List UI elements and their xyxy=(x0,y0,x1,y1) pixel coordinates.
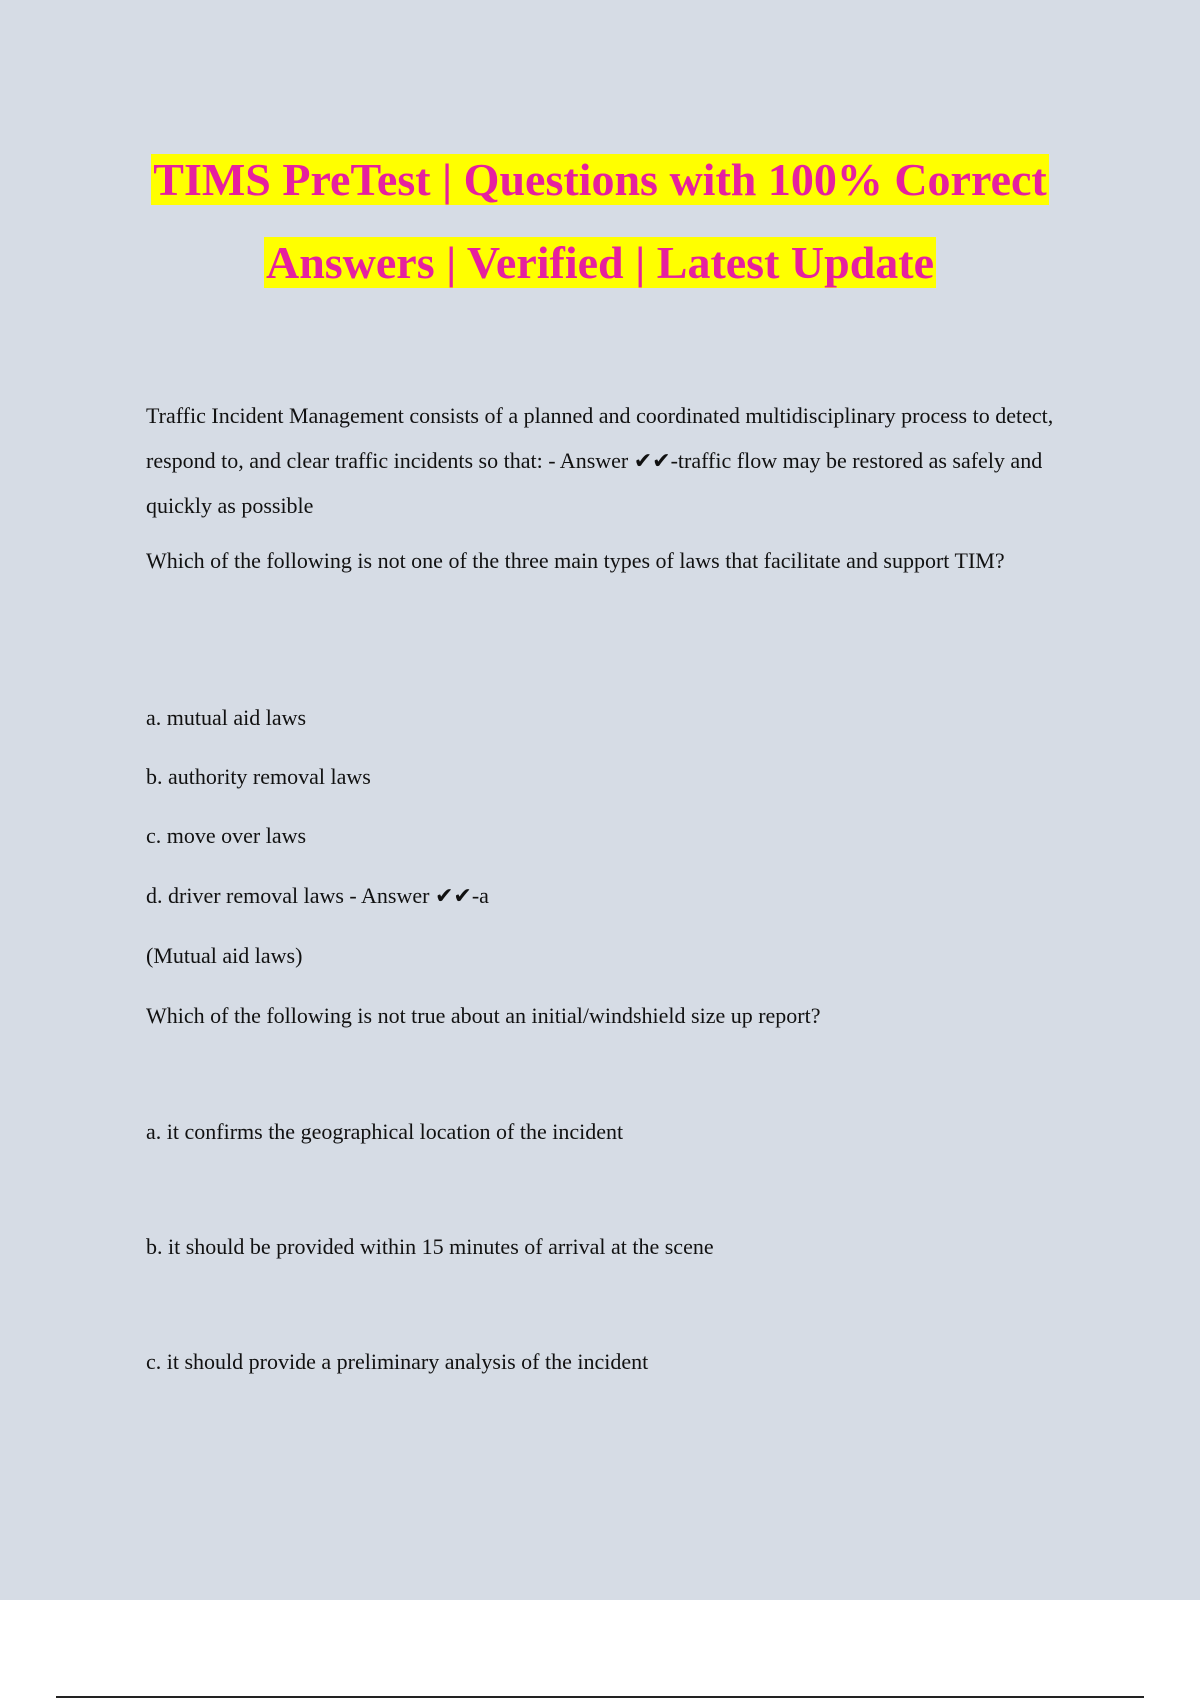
question-3-option-a: a. it confirms the geographical location of the incident xyxy=(146,1119,624,1144)
title-line-2-text: Answers | Verified | Latest Update xyxy=(265,237,935,288)
question-2-option-c: c. move over laws xyxy=(146,823,307,848)
question-3-option-c: c. it should provide a preliminary analysis of the incident xyxy=(146,1349,649,1374)
question-2-answer-note: (Mutual aid laws) xyxy=(146,943,303,968)
title-line-2 xyxy=(0,221,1200,304)
question-1-with-answer: Traffic Incident Management consists of a planned and coordinated multidisciplinary process to detect, respond to, and clear traffic incidents so that: - Answer ✔✔-traffic flow may be restored as safely and quickly as possible xyxy=(146,403,1054,518)
question-2-option-d-answer: d. driver removal laws - Answer ✔✔-a xyxy=(146,883,489,908)
question-3: Which of the following is not true about an initial/windshield size up report? xyxy=(146,1003,821,1028)
page-bottom-divider xyxy=(56,1696,1144,1698)
title-line-1-text: TIMS PreTest | Questions with 100% Correct xyxy=(153,154,1047,205)
question-2: Which of the following is not one of the three main types of laws that facilitate and support TIM? xyxy=(146,548,1005,573)
question-2-option-a: a. mutual aid laws xyxy=(146,705,307,730)
question-3-option-b: b. it should be provided within 15 minutes of arrival at the scene xyxy=(146,1234,714,1259)
title-line-1 xyxy=(0,138,1200,221)
document-title xyxy=(0,138,1200,304)
question-2-option-b: b. authority removal laws xyxy=(146,764,371,789)
